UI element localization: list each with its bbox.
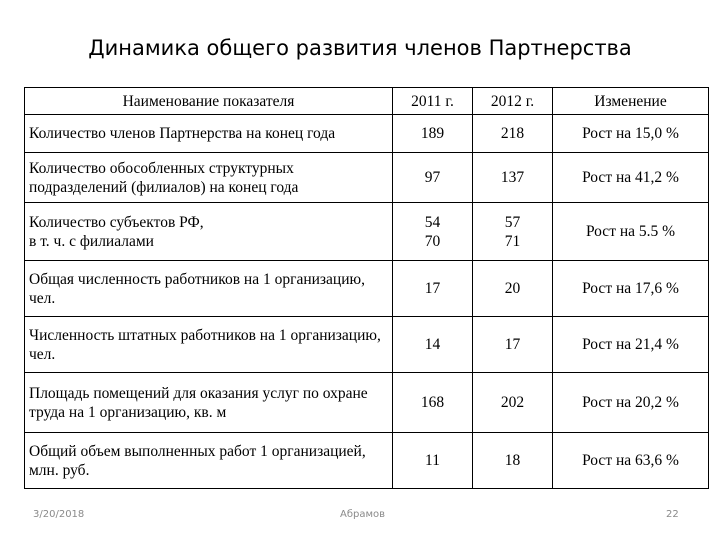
footer-page-number: 22 [666, 509, 679, 520]
row-value-2011: 17 [393, 261, 473, 317]
row-value-2011: 11 [393, 433, 473, 489]
footer-date: 3/20/2018 [33, 509, 85, 520]
slide-title: Динамика общего развития членов Партнерства [88, 36, 632, 60]
row-name [25, 203, 393, 261]
row-value-2012: 17 [473, 317, 553, 373]
row-name: Количество членов Партнерства на конец года [25, 115, 393, 153]
row-value-2011 [393, 203, 473, 261]
value-line: 54 [424, 213, 441, 231]
row-change: Рост на 15,0 % [553, 115, 709, 153]
table-row [25, 261, 709, 317]
row-name: Количество обособленных структурных подразделений (филиалов) на конец года [25, 153, 393, 203]
row-value-2012 [473, 203, 553, 261]
row-change: Рост на 63,6 % [553, 433, 709, 489]
row-name-line: в т. ч. с филиалами [29, 232, 154, 250]
header-year-2012: 2012 г. [473, 88, 553, 115]
value-line: 71 [504, 232, 521, 250]
table-row [25, 153, 709, 203]
value-line: 57 [504, 213, 521, 231]
row-value-2011: 168 [393, 373, 473, 433]
statistics-table [24, 87, 709, 489]
row-change: Рост на 17,6 % [553, 261, 709, 317]
row-value-2011: 189 [393, 115, 473, 153]
table-row [25, 433, 709, 489]
row-value-2012: 18 [473, 433, 553, 489]
row-name: Численность штатных работников на 1 организацию, чел. [25, 317, 393, 373]
row-change: Рост на 41,2 % [553, 153, 709, 203]
row-name-line: Количество субъектов РФ, [29, 213, 204, 231]
row-value-2012: 20 [473, 261, 553, 317]
footer-author: Абрамов [340, 509, 386, 520]
header-year-2011: 2011 г. [393, 88, 473, 115]
header-indicator-name: Наименование показателя [25, 88, 393, 115]
row-value-2012: 137 [473, 153, 553, 203]
row-value-2011: 14 [393, 317, 473, 373]
row-change: Рост на 21,4 % [553, 317, 709, 373]
row-name: Общая численность работников на 1 организацию, чел. [25, 261, 393, 317]
row-change: Рост на 20,2 % [553, 373, 709, 433]
value-line: 70 [424, 232, 441, 250]
row-value-2012: 218 [473, 115, 553, 153]
table-row [25, 203, 709, 261]
row-value-2011: 97 [393, 153, 473, 203]
row-value-2012: 202 [473, 373, 553, 433]
row-name: Площадь помещений для оказания услуг по охране труда на 1 организацию, кв. м [25, 373, 393, 433]
table-row [25, 115, 709, 153]
row-name: Общий объем выполненных работ 1 организацией, млн. руб. [25, 433, 393, 489]
table-row [25, 373, 709, 433]
table-header-row [25, 88, 709, 115]
row-change: Рост на 5.5 % [553, 203, 709, 261]
table-row [25, 317, 709, 373]
header-change: Изменение [553, 88, 709, 115]
